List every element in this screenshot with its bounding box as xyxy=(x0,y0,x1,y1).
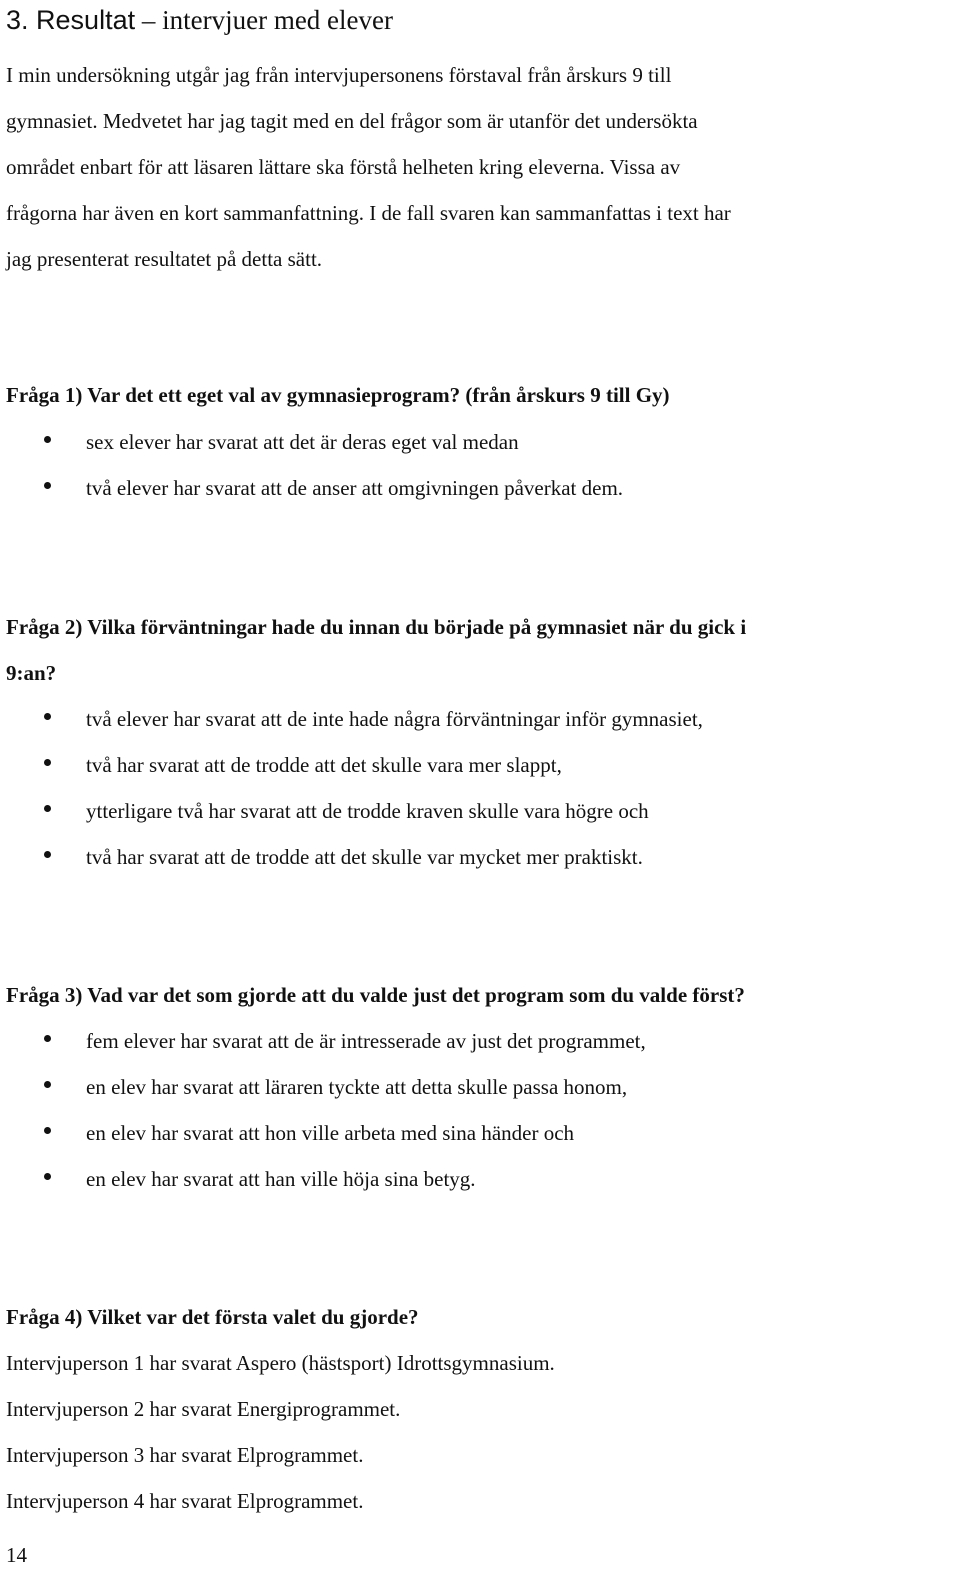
bullet-icon xyxy=(44,436,51,443)
bullet-icon xyxy=(44,1173,51,1180)
answer-line: Intervjuperson 4 har svarat Elprogrammet. xyxy=(6,1489,364,1513)
intro-line: frågorna har även en kort sammanfattning. I de fall svaren kan sammanfattas i text har xyxy=(6,201,731,225)
bullet-icon xyxy=(44,759,51,766)
bullet-icon xyxy=(44,1127,51,1134)
question-3-answers xyxy=(0,1018,646,1202)
question-2-heading xyxy=(6,604,746,650)
answer-text: en elev har svarat att han ville höja sina betyg. xyxy=(86,1167,476,1191)
answer-line: Intervjuperson 2 har svarat Energiprogrammet. xyxy=(6,1397,401,1421)
question-2-answers xyxy=(0,696,703,880)
list-item xyxy=(0,1018,646,1064)
section-title: Resultat xyxy=(36,5,136,35)
answer-text: sex elever har svarat att det är deras eget val medan xyxy=(86,430,519,454)
page-number: 14 xyxy=(6,1543,27,1567)
bullet-icon xyxy=(44,1081,51,1088)
question-1-heading xyxy=(6,372,670,418)
intro-line: I min undersökning utgår jag från intervjupersonens förstaval från årskurs 9 till xyxy=(6,63,672,87)
section-number: 3. xyxy=(6,5,29,35)
bullet-icon xyxy=(44,482,51,489)
question-4-text: Fråga 4) Vilket var det första valet du gjorde? xyxy=(6,1305,419,1329)
bullet-icon xyxy=(44,1035,51,1042)
answer-text: två elever har svarat att de anser att omgivningen påverkat dem. xyxy=(86,476,624,500)
intro-line: området enbart för att läsaren lättare ska förstå helheten kring eleverna. Vissa av xyxy=(6,155,681,179)
question-2-line-1: Fråga 2) Vilka förväntningar hade du innan du började på gymnasiet när du gick i xyxy=(6,615,747,639)
bullet-icon xyxy=(44,713,51,720)
section-heading xyxy=(6,2,393,38)
list-item xyxy=(0,1156,646,1202)
answer-text: två har svarat att de trodde att det skulle vara mer slappt, xyxy=(86,753,562,777)
question-1-text: Fråga 1) Var det ett eget val av gymnasieprogram? (från årskurs 9 till Gy) xyxy=(6,383,670,407)
list-item xyxy=(0,419,623,465)
list-item xyxy=(0,834,703,880)
question-3-text: Fråga 3) Vad var det som gjorde att du valde just det program som du valde först? xyxy=(6,983,745,1007)
question-2-line-2: 9:an? xyxy=(6,661,57,685)
intro-paragraph xyxy=(6,52,946,282)
list-item xyxy=(0,1064,646,1110)
answer-text: en elev har svarat att hon ville arbeta med sina händer och xyxy=(86,1121,575,1145)
list-item xyxy=(0,696,703,742)
list-item xyxy=(0,742,703,788)
answer-text: fem elever har svarat att de är intresserade av just det programmet, xyxy=(86,1029,646,1053)
intro-line: gymnasiet. Medvetet har jag tagit med en del frågor som är utanför det undersökta xyxy=(6,109,698,133)
answer-text: en elev har svarat att läraren tyckte att detta skulle passa honom, xyxy=(86,1075,628,1099)
answer-text: två har svarat att de trodde att det skulle var mycket mer praktiskt. xyxy=(86,845,643,869)
list-item xyxy=(0,1110,646,1156)
answer-text: ytterligare två har svarat att de trodde kraven skulle vara högre och xyxy=(86,799,649,823)
list-item xyxy=(0,465,623,511)
question-2-heading-cont xyxy=(6,650,56,696)
answer-line: Intervjuperson 1 har svarat Aspero (hästsport) Idrottsgymnasium. xyxy=(6,1351,555,1375)
list-item xyxy=(0,788,703,834)
answer-line: Intervjuperson 3 har svarat Elprogrammet. xyxy=(6,1443,364,1467)
question-1-answers xyxy=(0,419,623,511)
intro-line: jag presenterat resultatet på detta sätt. xyxy=(6,247,323,271)
question-3-heading xyxy=(6,972,745,1018)
question-4-heading xyxy=(6,1294,419,1340)
bullet-icon xyxy=(44,851,51,858)
answer-text: två elever har svarat att de inte hade några förväntningar inför gymnasiet, xyxy=(86,707,703,731)
bullet-icon xyxy=(44,805,51,812)
section-title-rest: – intervjuer med elever xyxy=(135,5,393,35)
